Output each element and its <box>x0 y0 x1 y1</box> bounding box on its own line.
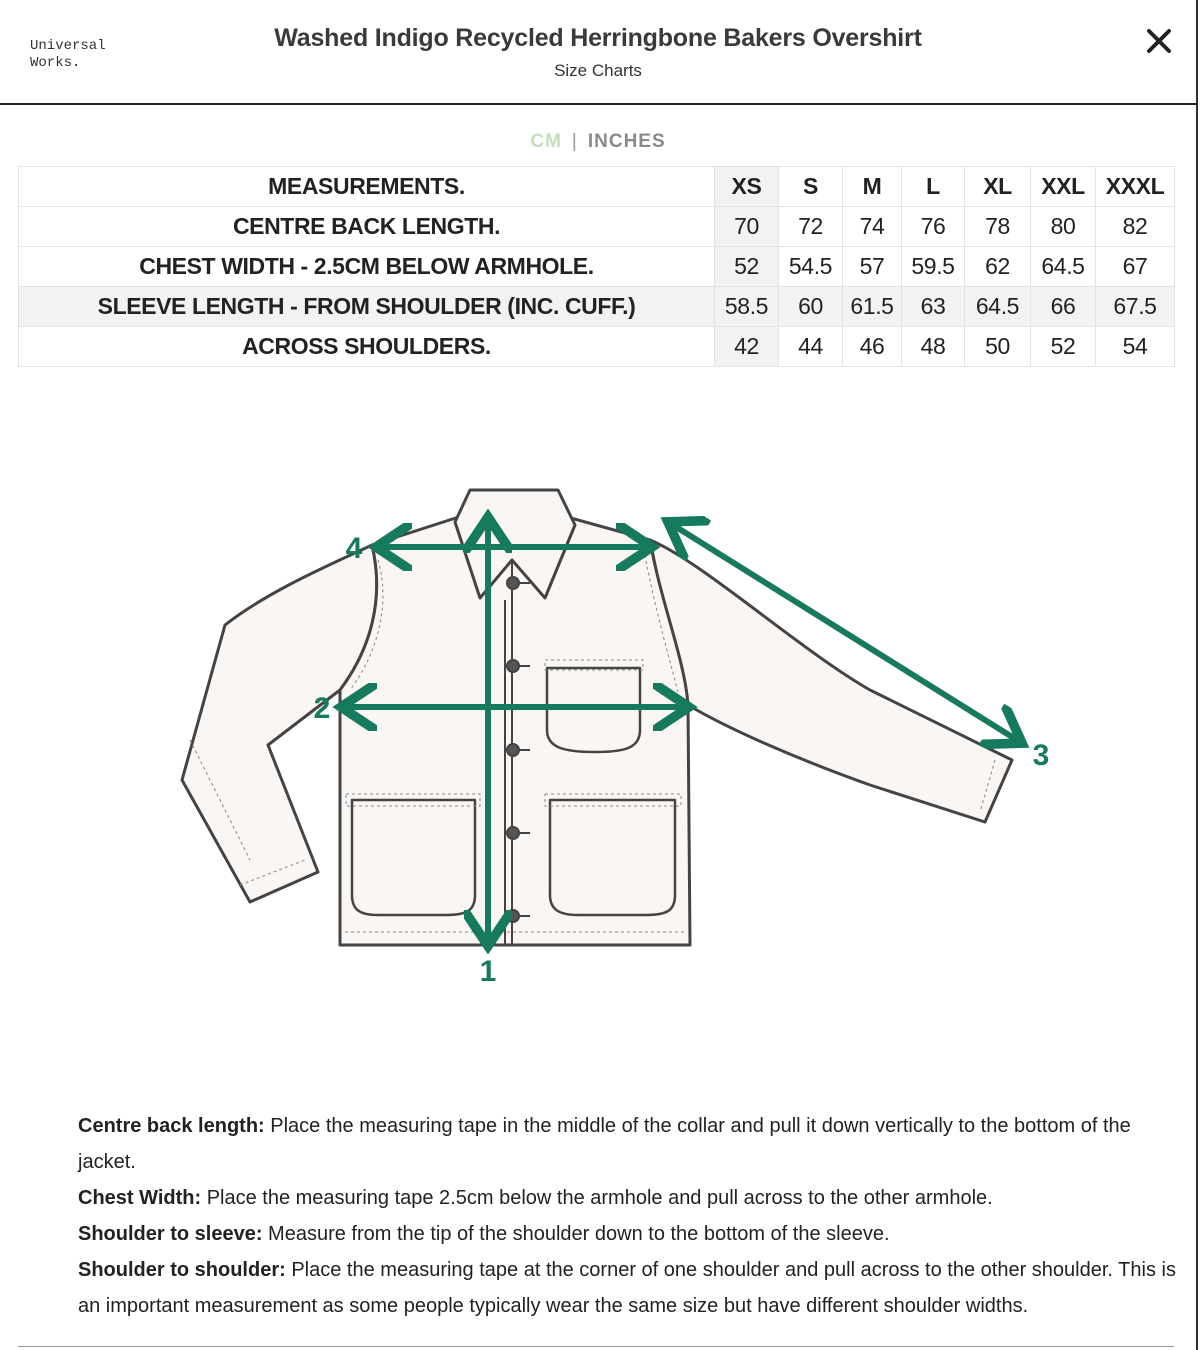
product-title: Washed Indigo Recycled Herringbone Bakers Overshirt <box>274 24 922 52</box>
note-text: Place the measuring tape at the corner of one shoulder and pull across to the other shoulder. This is an important measurement as some people typically wear the same size but have different shoulder widths. <box>78 1259 1176 1317</box>
label-4: 4 <box>345 532 363 565</box>
table-cell: 59.5 <box>902 247 965 287</box>
table-row <box>19 207 1175 247</box>
table-cell: 72 <box>779 207 843 247</box>
table-cell: 48 <box>902 327 965 367</box>
header-cell-size: XS <box>715 167 779 207</box>
table-row <box>19 327 1175 367</box>
note-chest-width <box>78 1180 1178 1216</box>
close-icon <box>1144 26 1174 56</box>
note-term: Centre back length: <box>78 1115 265 1137</box>
jacket-diagram <box>0 380 1200 1080</box>
header-cell-size: XXXL <box>1096 167 1175 207</box>
table-cell: 80 <box>1031 207 1096 247</box>
table-cell: 42 <box>715 327 779 367</box>
close-button[interactable] <box>1144 26 1174 56</box>
jacket-illustration <box>182 490 1012 945</box>
unit-toggle <box>0 131 1196 153</box>
table-cell: 46 <box>843 327 902 367</box>
header-cell-size: M <box>843 167 902 207</box>
divider <box>18 1346 1174 1347</box>
note-shoulder-to-shoulder <box>78 1252 1178 1324</box>
note-shoulder-to-sleeve <box>78 1216 1178 1252</box>
table-cell: 52 <box>1031 327 1096 367</box>
size-table <box>18 166 1175 367</box>
table-cell: 50 <box>965 327 1031 367</box>
note-term: Chest Width: <box>78 1187 202 1209</box>
table-cell: 66 <box>1031 287 1096 327</box>
note-text: Place the measuring tape in the middle of the collar and pull it down vertically to the bottom of the jacket. <box>78 1115 1131 1173</box>
row-label: SLEEVE LENGTH - FROM SHOULDER (INC. CUFF.) <box>19 287 715 327</box>
table-cell: 60 <box>779 287 843 327</box>
header-cell-size: XL <box>965 167 1031 207</box>
measurement-notes <box>78 1108 1178 1324</box>
label-1: 1 <box>479 955 497 988</box>
unit-inches-button[interactable]: INCHES <box>587 131 666 152</box>
table-cell: 78 <box>965 207 1031 247</box>
table-cell: 61.5 <box>843 287 902 327</box>
table-cell: 63 <box>902 287 965 327</box>
note-text: Measure from the tip of the shoulder down to the bottom of the sleeve. <box>262 1223 890 1245</box>
table-cell: 82 <box>1096 207 1175 247</box>
unit-separator: | <box>571 131 578 152</box>
row-label: CENTRE BACK LENGTH. <box>19 207 715 247</box>
table-cell: 62 <box>965 247 1031 287</box>
note-centre-back <box>78 1108 1178 1180</box>
header-cell-size: S <box>779 167 843 207</box>
table-cell: 57 <box>843 247 902 287</box>
header-cell-size: XXL <box>1031 167 1096 207</box>
table-cell: 76 <box>902 207 965 247</box>
table-cell: 70 <box>715 207 779 247</box>
header-cell-measurements: MEASUREMENTS. <box>19 167 715 207</box>
table-cell: 44 <box>779 327 843 367</box>
header-cell-size: L <box>902 167 965 207</box>
table-cell: 54 <box>1096 327 1175 367</box>
note-term: Shoulder to sleeve: <box>78 1223 263 1245</box>
table-cell: 58.5 <box>715 287 779 327</box>
unit-cm-button[interactable]: CM <box>530 131 562 152</box>
table-cell: 67 <box>1096 247 1175 287</box>
modal-subtitle: Size Charts <box>554 61 642 80</box>
note-term: Shoulder to shoulder: <box>78 1259 286 1281</box>
table-header-row <box>19 167 1175 207</box>
modal-header <box>0 0 1196 105</box>
table-cell: 67.5 <box>1096 287 1175 327</box>
row-label: CHEST WIDTH - 2.5CM BELOW ARMHOLE. <box>19 247 715 287</box>
row-label: ACROSS SHOULDERS. <box>19 327 715 367</box>
table-cell: 54.5 <box>779 247 843 287</box>
brand-logo[interactable]: Universal Works. <box>30 38 106 71</box>
label-3: 3 <box>1032 739 1050 772</box>
table-cell: 64.5 <box>965 287 1031 327</box>
table-cell: 52 <box>715 247 779 287</box>
table-row <box>19 247 1175 287</box>
label-2: 2 <box>313 692 331 725</box>
table-row <box>19 287 1175 327</box>
table-cell: 74 <box>843 207 902 247</box>
note-text: Place the measuring tape 2.5cm below the armhole and pull across to the other armhole. <box>201 1187 993 1209</box>
table-cell: 64.5 <box>1031 247 1096 287</box>
